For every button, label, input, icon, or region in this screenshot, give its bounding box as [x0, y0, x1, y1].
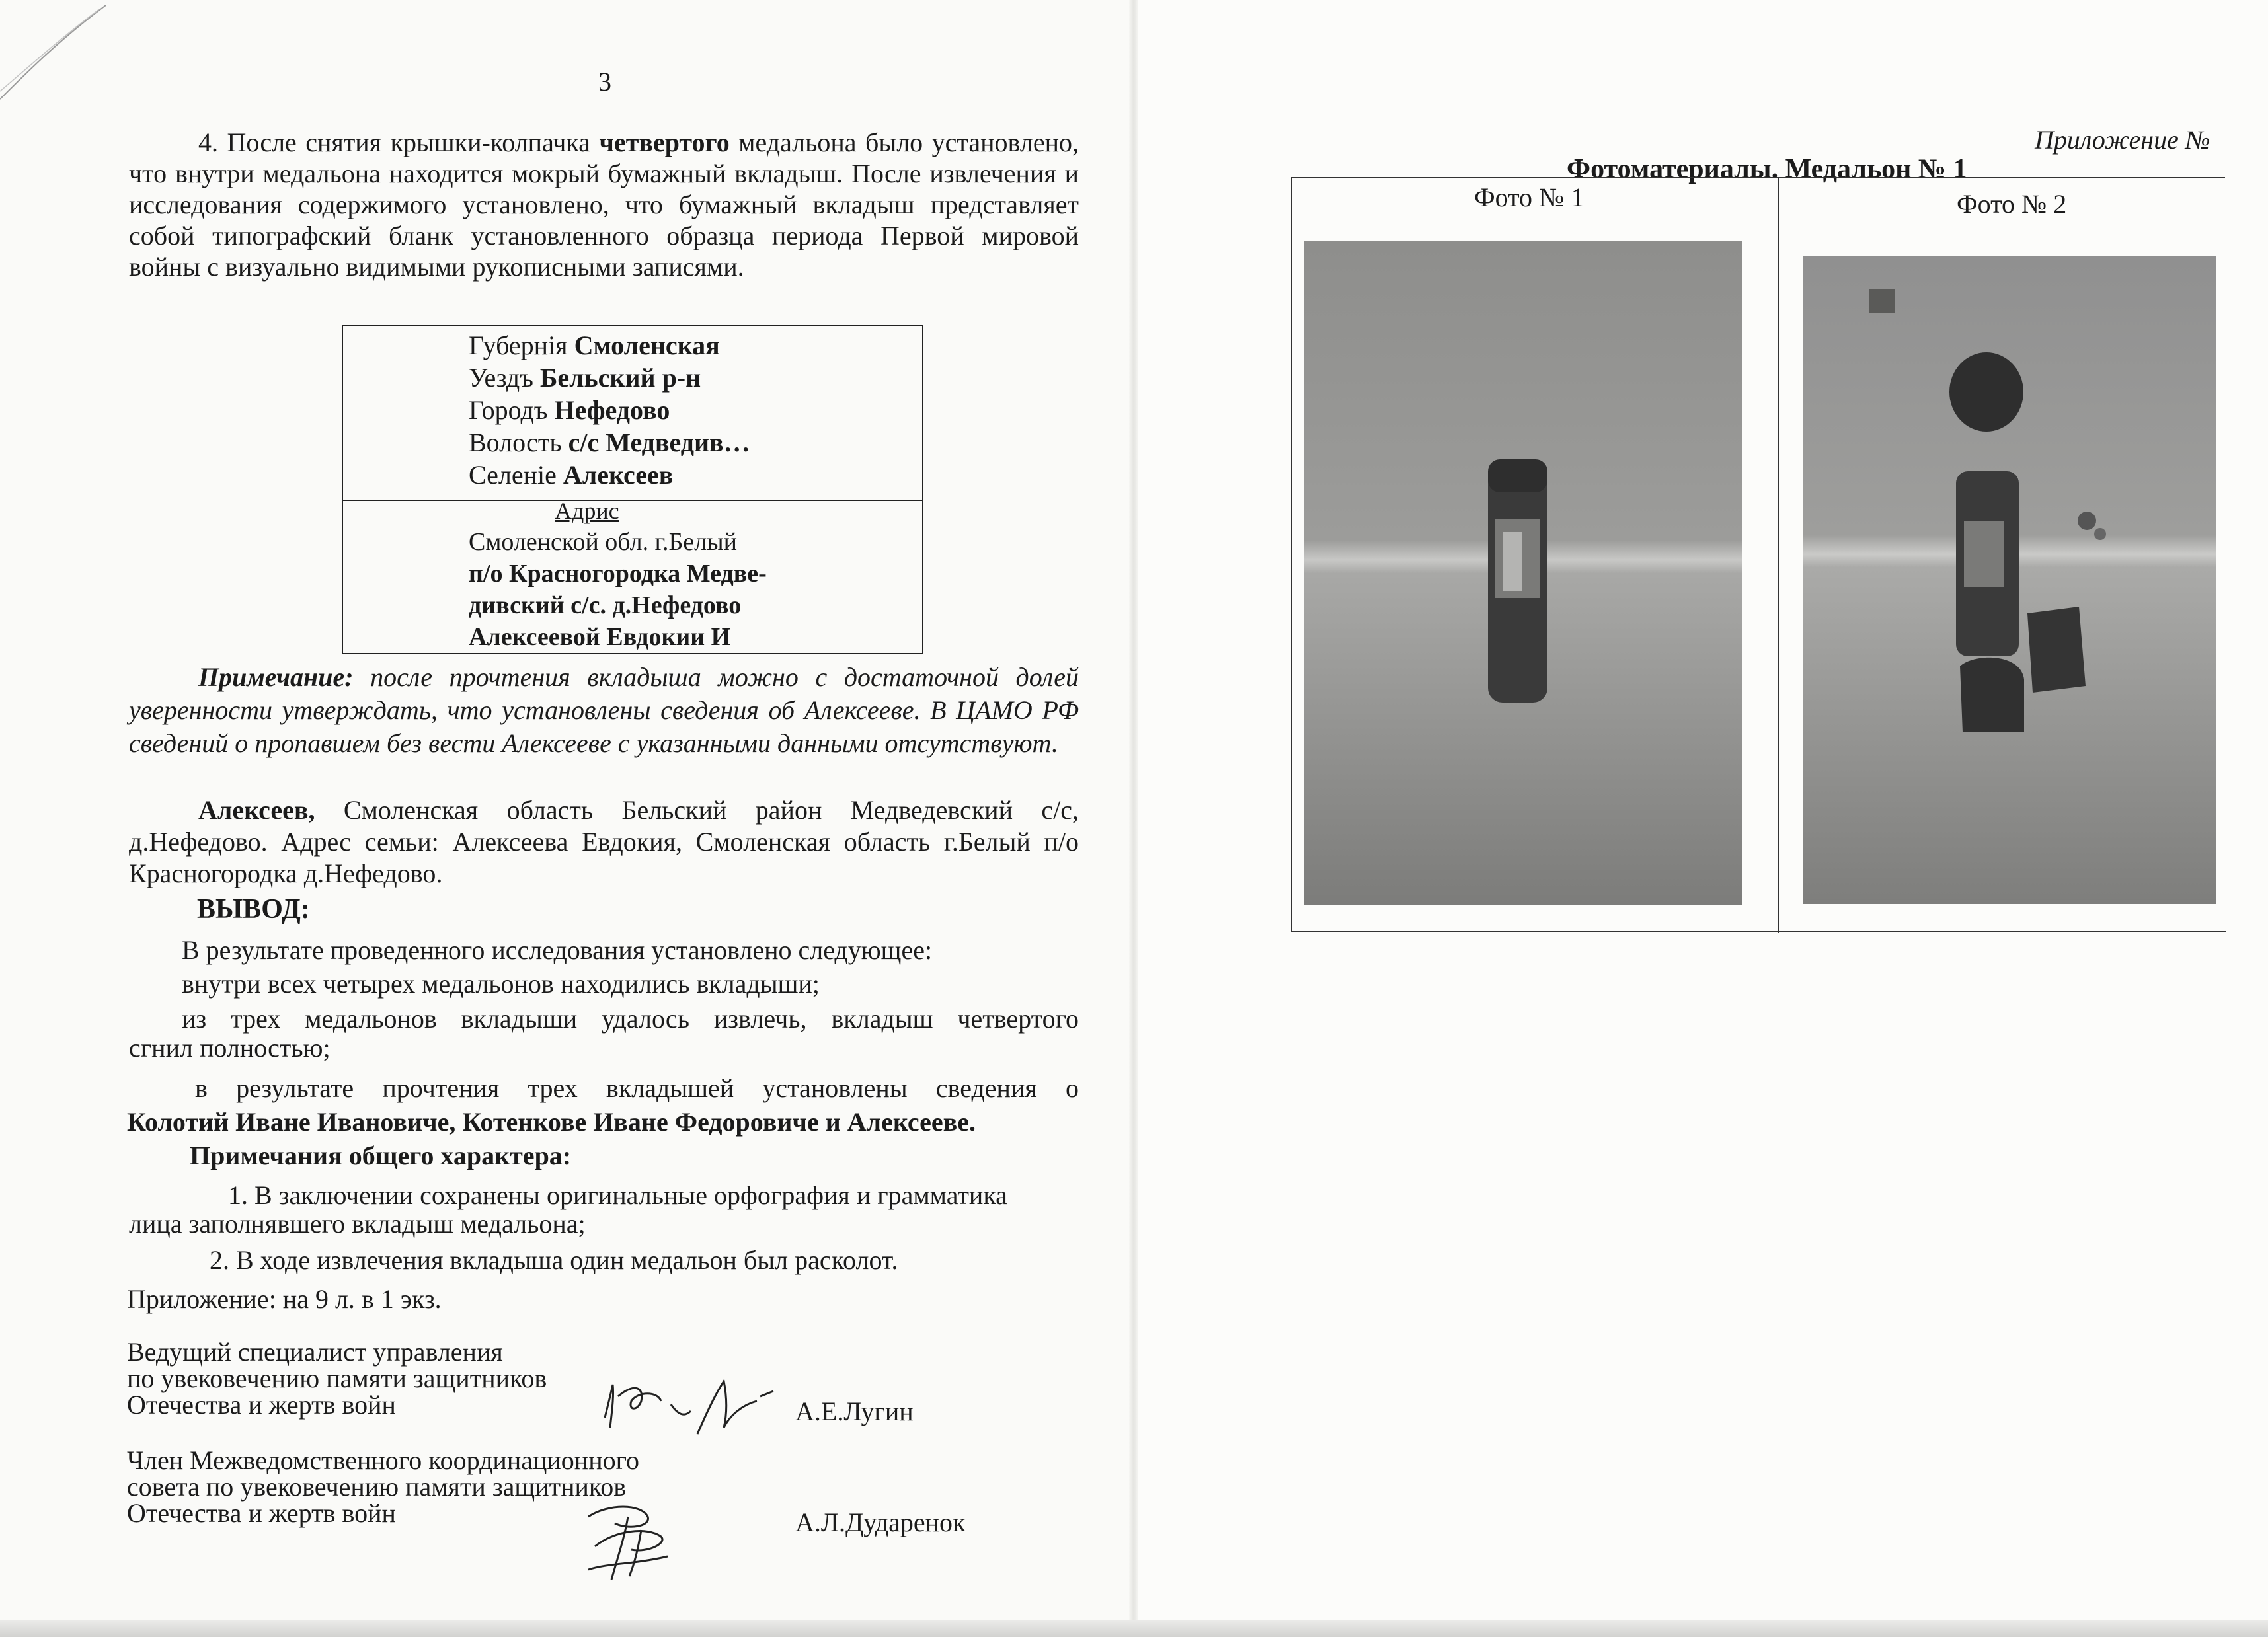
note-label: Примечание:	[198, 662, 354, 692]
general-note-2: 2. В ходе извлечения вкладыша один медальон был расколот.	[210, 1245, 898, 1275]
annex-title: Фотоматериалы. Медальон № 1	[1567, 154, 1967, 184]
note-text: после прочтения вкладыша можно с достаточной долей уверенности утверждать, что установлены сведения об Алексееве. В ЦАМО РФ сведений о пропавшем без вести Алексееве с указанными данными отсутствуют.	[129, 662, 1079, 758]
general-notes-heading: Примечания общего характера:	[190, 1141, 572, 1170]
signatory-1-title-line: Ведущий специалист управления	[127, 1337, 503, 1367]
page-fold	[1129, 0, 1138, 1637]
item-4-prefix: 4. После снятия крышки-колпачка	[198, 128, 600, 157]
signatory-2-title-line: Член Межведомственного координационного	[127, 1445, 640, 1475]
alekseev-name: Алексеев,	[198, 795, 315, 825]
page-number: 3	[598, 67, 611, 96]
form-row-guberniya: Губернія Смоленская	[469, 330, 720, 360]
form-address-line-4: Алексеевой Евдокии И	[469, 623, 731, 651]
scan-corner-mark	[0, 0, 119, 106]
photo-1-medallion	[1304, 241, 1742, 905]
signatory-2-title-line: совета по увековечению памяти защитников	[127, 1472, 627, 1502]
photo-2-caption: Фото № 2	[1957, 189, 2067, 219]
conclusion-heading: ВЫВОД:	[197, 894, 310, 925]
conclusion-line-3a: в результате прочтения трех вкладышей установлены сведения о	[195, 1073, 1079, 1103]
signatory-2-title	[127, 1447, 639, 1527]
form-row-gorod: Городъ Нефедово	[469, 395, 670, 425]
signatory-1-name: А.Е.Лугин	[795, 1396, 914, 1426]
conclusion-line-3b: Колотий Иване Ивановиче, Котенкове Иване Федоровиче и Алексееве.	[127, 1107, 976, 1137]
form-address-line-2: п/о Красногородка Медве-	[469, 560, 767, 588]
conclusion-line-1: внутри всех четырех медальонов находились вкладыши;	[182, 969, 820, 999]
form-divider	[343, 500, 922, 501]
insert-form-table	[342, 325, 923, 654]
form-address-line-3: дивский с/с. д.Нефедово	[469, 591, 742, 619]
signature-2-mark	[568, 1490, 687, 1589]
note-paragraph	[129, 661, 1079, 760]
form-address-line-1: Смоленской обл. г.Белый	[469, 528, 737, 556]
general-note-1b: лица заполнявшего вкладыш медальона;	[129, 1209, 586, 1238]
conclusion-lead: В результате проведенного исследования установлено следующее:	[182, 935, 933, 965]
scan-bottom-edge	[0, 1620, 2268, 1637]
form-row-uezd: Уездъ Бельский р-н	[469, 363, 701, 393]
form-address-header: Адрис	[555, 498, 619, 524]
photo-table-divider	[1778, 178, 1779, 933]
general-note-1a: 1. В заключении сохранены оригинальные орфография и грамматика	[228, 1180, 1007, 1210]
annex-label: Приложение №	[2035, 125, 2210, 155]
form-row-selenie: Селеніе Алексеев	[469, 460, 674, 490]
photo-table-bottom-border	[1292, 931, 2226, 932]
signatory-2-title-line: Отечества и жертв войн	[127, 1498, 396, 1528]
form-row-volost: Волость с/с Медведив…	[469, 428, 750, 457]
attachment-line: Приложение: на 9 л. в 1 экз.	[127, 1284, 442, 1314]
item-4-paragraph	[129, 127, 1079, 282]
item-4-bold: четвертого	[599, 128, 730, 157]
alekseev-paragraph	[129, 794, 1079, 890]
item-4-rest: медальона было установлено, что внутри медальона находится мокрый бумажный вкладыш. После извлечения и исследования содержимого установлено, что бумажный вкладыш представляет собой типографский бланк установленного образца периода Первой мировой войны с визуально видимыми рукописными записями.	[129, 128, 1079, 282]
signatory-1-title-line: по увековечению памяти защитников	[127, 1363, 547, 1393]
photo-2-medallion-parts	[1803, 256, 2216, 904]
signatory-1-title	[127, 1339, 547, 1418]
alekseev-text: Смоленская область Бельский район Медведевский с/с, д.Нефедово. Адрес семьи: Алексеева Евдокия, Смоленская область г.Белый п/о Красногородка д.Нефедово.	[129, 795, 1079, 888]
signature-1-mark	[592, 1365, 790, 1451]
conclusion-line-2a: из трех медальонов вкладыши удалось извлечь, вкладыш четвертого	[182, 1004, 1079, 1034]
signatory-1-title-line: Отечества и жертв войн	[127, 1390, 396, 1420]
signatory-2-name: А.Л.Дударенок	[795, 1507, 966, 1537]
conclusion-line-2b: сгнил полностью;	[129, 1033, 331, 1063]
photo-1-caption: Фото № 1	[1474, 182, 1584, 212]
